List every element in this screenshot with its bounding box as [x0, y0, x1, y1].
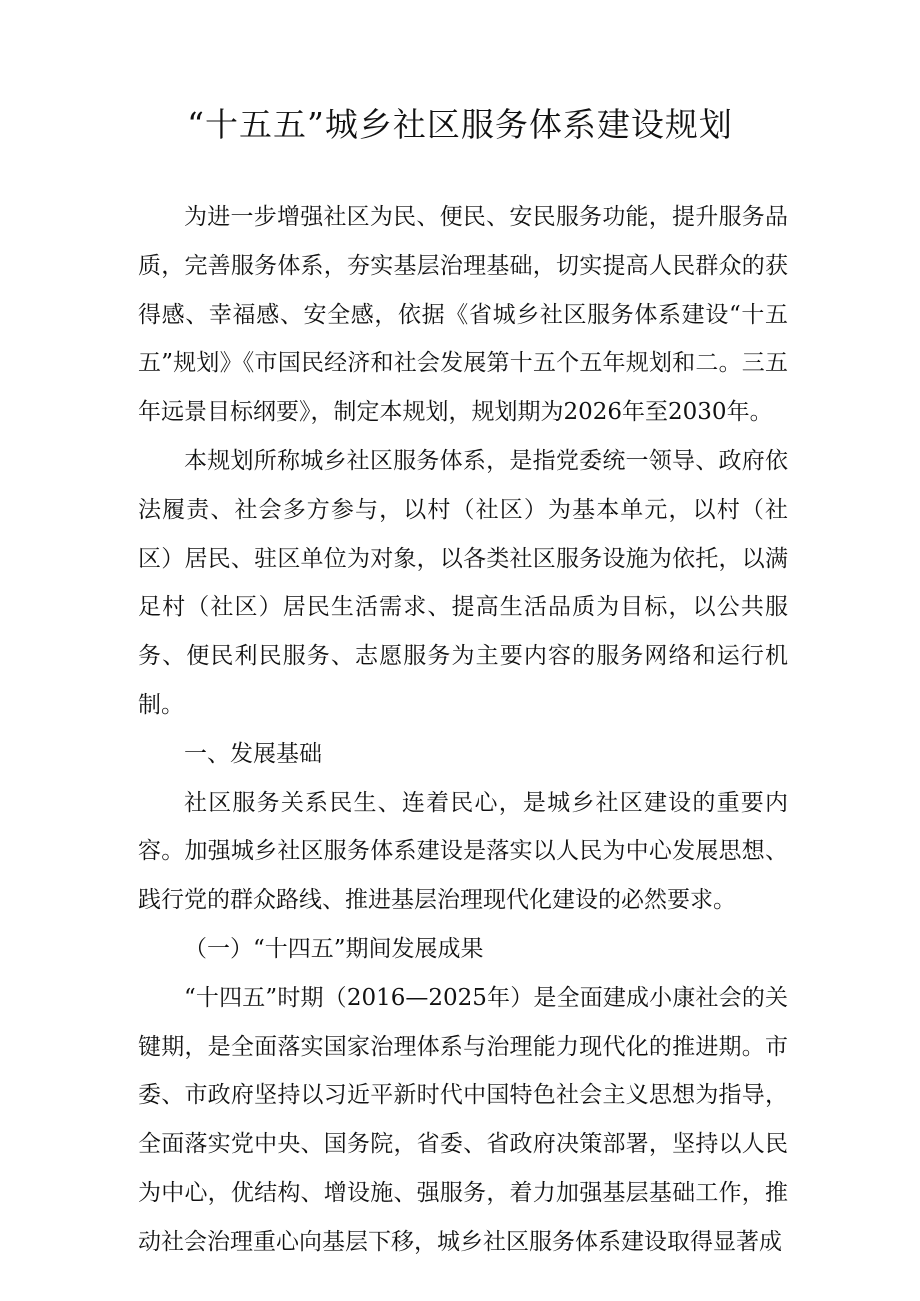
paragraph-achievements: “十四五”时期（2016—2025年）是全面建成小康社会的关键期，是全面落实国家治理体系与治理能力现代化的推进期。市委、市政府坚持以习近平新时代中国特色社会主义思想为指导，全面落实党中央、国务院，省委、省政府决策部署，坚持以人民为中心，优结构、增设施、强服务，着力加强基层基础工作，推动社会治理重心向基层下移，城乡社区服务体系建设取得显著成	[138, 984, 788, 1255]
paragraph-importance: 社区服务关系民生、连着民心，是城乡社区建设的重要内容。加强城乡社区服务体系建设是落实以人民为中心发展思想、践行党的群众路线、推进基层治理现代化建设的必然要求。	[138, 789, 788, 914]
paragraph-purpose: 为进一步增强社区为民、便民、安民服务功能，提升服务品质，完善服务体系，夯实基层治理基础，切实提高人民群众的获得感、幸福感、安全感，依据《省城乡社区服务体系建设“十五五”规划》《市国民经济和社会发展第十五个五年规划和二。三五年远景目标纲要》，制定本规划，规划期为2026年至2030年。	[138, 204, 788, 426]
paragraph-definition: 本规划所称城乡社区服务体系，是指党委统一领导、政府依法履责、社会多方参与，以村（社区）为基本单元，以村（社区）居民、驻区单位为对象，以各类社区服务设施为依托，以满足村（社区）居民生活需求、提高生活品质为目标，以公共服务、便民利民服务、志愿服务为主要内容的服务网络和运行机制。	[138, 447, 788, 718]
subsection-heading-achievements: （一）“十四五”期间发展成果	[184, 935, 484, 962]
section-heading-development-basis: 一、发展基础	[184, 740, 322, 767]
document-body	[138, 193, 788, 1267]
document-title: “十五五”城乡社区服务体系建设规划	[187, 105, 733, 144]
